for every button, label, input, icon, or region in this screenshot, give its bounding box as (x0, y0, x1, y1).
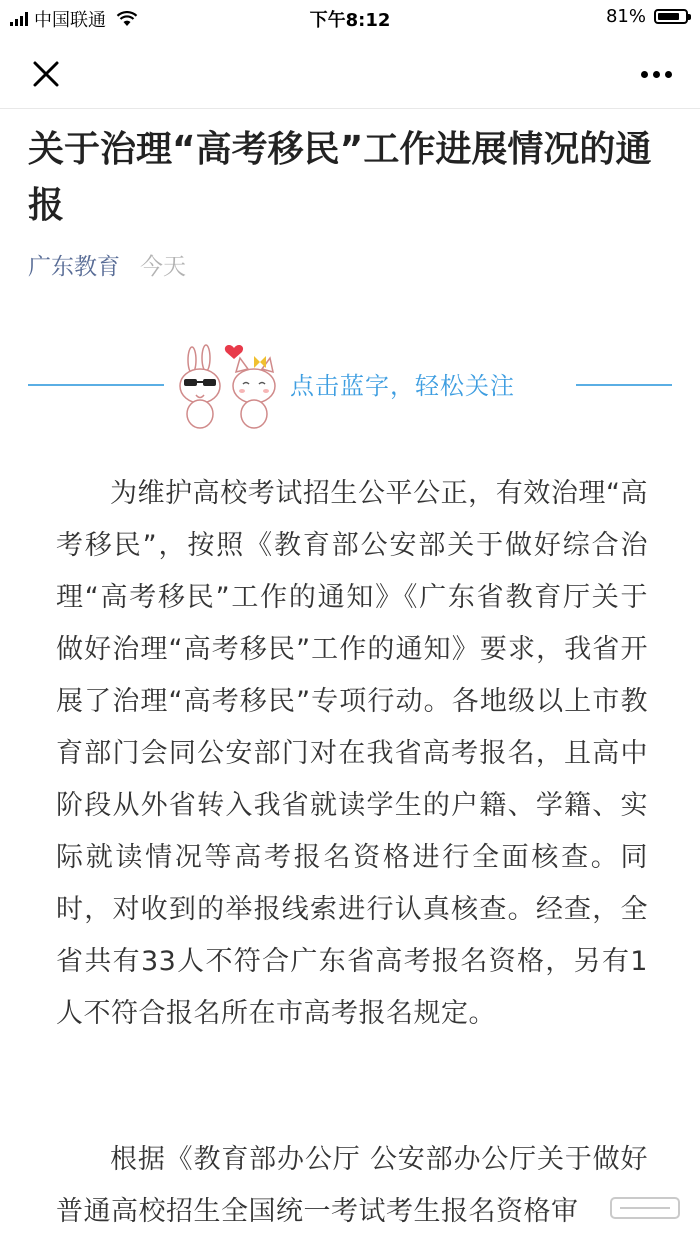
follow-cta[interactable]: 点击蓝字，轻松关注 (290, 372, 515, 400)
more-button[interactable] (634, 62, 678, 86)
more-dots-icon (641, 71, 648, 78)
status-bar (0, 0, 700, 38)
article-paragraph: 为维护高校考试招生公平公正，有效治理“高考移民”，按照《教育部公安部关于做好综合治理“高考移民”工作的通知》《广东省教育厅关于做好治理“高考移民”工作的通知》要求，我省开展了治理“高考移民”专项行动。各地级以上市教育部门会同公安部门对在我省高考报名，且高中阶段从外省转入我省就读学生的户籍、学籍、实际就读情况等高考报名资格进行全面核查。同时，对收到的举报线索进行认真核查。经查，全省共有33人不符合广东省高考报名资格，另有1人不符合报名所在市高考报名规定。 (56, 478, 648, 1029)
rabbit-cat-mascot-icon (176, 342, 292, 432)
article-paragraph: 根据《教育部办公厅 公安部办公厅关于做好普通高校招生全国统一考试考生报名资格审 (56, 1144, 648, 1227)
article-meta (28, 248, 186, 281)
nav-bar (0, 38, 700, 109)
battery-percent: 81% (605, 6, 646, 27)
watermark-logo (610, 1195, 680, 1224)
article-title: 关于治理“高考移民”工作进展情况的通报 (28, 129, 652, 226)
clock: 下午8:12 (309, 10, 391, 31)
close-button[interactable] (28, 56, 64, 92)
follow-banner[interactable] (28, 342, 672, 432)
battery-level (658, 13, 679, 20)
watermark-icon (610, 1195, 680, 1221)
account-name-link[interactable]: 广东教育 (28, 254, 120, 280)
status-right (606, 6, 688, 27)
divider-line-left (28, 384, 164, 386)
battery-icon (654, 9, 688, 24)
close-icon (28, 56, 64, 92)
carrier-name: 中国联通 (34, 10, 106, 31)
divider-line-right (576, 384, 672, 386)
publish-date: 今天 (140, 254, 186, 280)
